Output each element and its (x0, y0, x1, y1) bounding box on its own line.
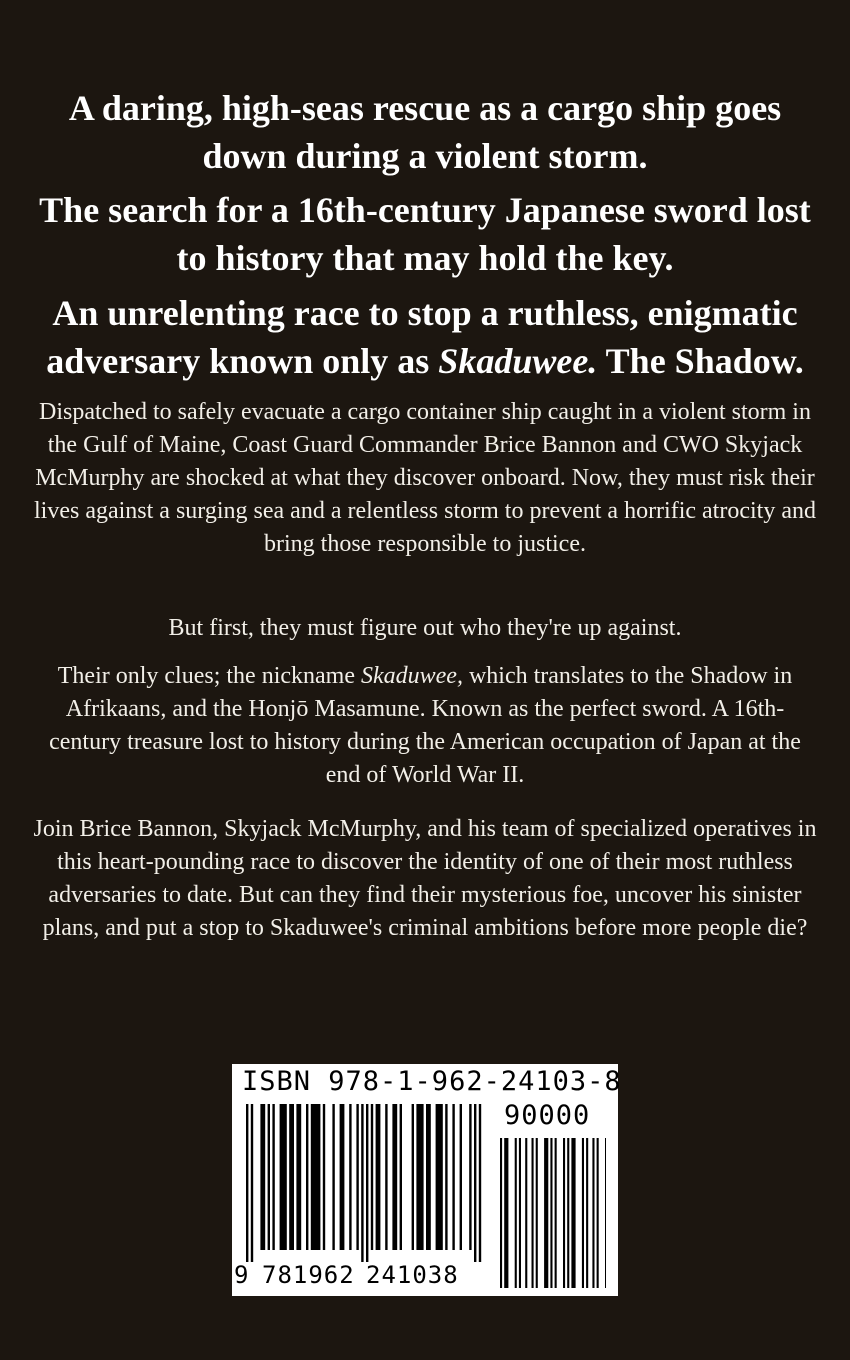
barcode-bar (289, 1104, 294, 1250)
barcode-bar (504, 1138, 508, 1288)
barcode-bar (356, 1104, 358, 1250)
barcode-digit-group-1: 781962 (262, 1261, 355, 1289)
barcode-bar (392, 1104, 397, 1250)
barcode-bar (376, 1104, 381, 1250)
barcode-bar (555, 1138, 557, 1288)
barcode-bar (582, 1138, 584, 1288)
blurb-paragraph-1: Dispatched to safely evacuate a cargo container ship caught in a violent storm in the Gulf of Maine, Coast Guard Commander Brice Bannon and CWO Skyjack McMurphy are shocked at what they discover onboard. Now, they must risk their lives against a surging sea and a relentless storm to prevent a horrific atrocity and bring those responsible to justice. (34, 399, 816, 557)
barcode-bar (323, 1104, 325, 1250)
barcode-bar (280, 1104, 287, 1250)
barcode-bar (592, 1138, 594, 1288)
barcode-bar (597, 1138, 599, 1288)
blurb-paragraph-3-italic: Skaduwee, (360, 663, 463, 689)
barcode-bar (260, 1104, 265, 1250)
barcode-bar (371, 1104, 373, 1250)
headline-adversary (30, 289, 820, 385)
barcode-bar (525, 1138, 527, 1288)
barcode-main-bars (246, 1104, 482, 1262)
barcode-bar (246, 1104, 248, 1262)
barcode-bar (366, 1104, 368, 1262)
barcode-bar (536, 1138, 538, 1288)
barcode-bar (586, 1138, 588, 1288)
headline-sword: The search for a 16th-century Japanese sword lost to history that may hold the key. (39, 190, 811, 278)
blurb-paragraph-3-end: which translates to the Shadow in Afrikaans, and the Honjō Masamune. Known as the perfect sword. A 16th-century treasure lost to history during the American occupation of Japan at the end of World War II. (49, 663, 801, 788)
barcode-bar (426, 1104, 431, 1250)
barcode-bar (412, 1104, 414, 1250)
barcode-bar (500, 1138, 502, 1288)
barcode-bar (340, 1104, 345, 1250)
headline-rescue: A daring, high-seas rescue as a cargo ship goes down during a violent storm. (68, 88, 782, 176)
barcode-bar (515, 1138, 517, 1288)
barcode-bar (460, 1104, 462, 1250)
barcode-bar (268, 1104, 270, 1250)
headline-adversary-text: An unrelenting race to stop a ruthless, enigmatic adversary known only as (46, 293, 798, 381)
barcode-bar (519, 1138, 521, 1288)
barcode-bar (385, 1104, 387, 1250)
barcode-digit-group-2: 241038 (366, 1261, 459, 1289)
barcode-bar (272, 1104, 274, 1250)
barcode-bar (311, 1104, 321, 1250)
barcode-bar (416, 1104, 423, 1250)
headline-adversary-end: The Shadow. (597, 341, 804, 381)
barcode-bar (469, 1104, 471, 1250)
barcode-bar (544, 1138, 548, 1288)
barcode-bar (567, 1138, 569, 1288)
barcode-bar (474, 1104, 476, 1262)
blurb-paragraph-3-start: Their only clues; the nickname (57, 663, 361, 689)
barcode-bar (605, 1138, 606, 1288)
barcode-bar (445, 1104, 447, 1250)
barcode-bar (532, 1138, 534, 1288)
blurb-paragraph-2: But first, they must figure out who they're up against. (168, 615, 682, 641)
barcode-bar (332, 1104, 334, 1250)
blurb-paragraph-4: Join Brice Bannon, Skyjack McMurphy, and his team of specialized operatives in this heart-pounding race to discover the identity of one of their most ruthless adversaries to date. But can they find their mysterious foe, uncover his sinister plans, and put a stop to Skaduwee's criminal ambitions before more people die? (33, 816, 817, 941)
barcode-bar (436, 1104, 443, 1250)
barcode-bar (571, 1138, 575, 1288)
barcode-digit-lead: 9 (234, 1261, 249, 1289)
barcode-bar (550, 1138, 552, 1288)
isbn-label: ISBN 978-1-962-24103-8 (242, 1066, 622, 1097)
barcode-bar (349, 1104, 351, 1250)
barcode-bar (251, 1104, 253, 1262)
barcode-addon-number: 90000 (504, 1100, 591, 1131)
isbn-barcode (232, 1064, 622, 1296)
barcode-bar (479, 1104, 481, 1262)
barcode-bar (296, 1104, 301, 1250)
barcode-bar (452, 1104, 454, 1250)
barcode-bar (306, 1104, 308, 1250)
blurb-paragraph-3 (30, 660, 820, 792)
barcode-bar (400, 1104, 402, 1250)
barcode-bar (563, 1138, 565, 1288)
headline-adversary-italic: Skaduwee. (438, 341, 598, 381)
barcode-bar (361, 1104, 363, 1262)
barcode-addon-bars (500, 1138, 606, 1288)
